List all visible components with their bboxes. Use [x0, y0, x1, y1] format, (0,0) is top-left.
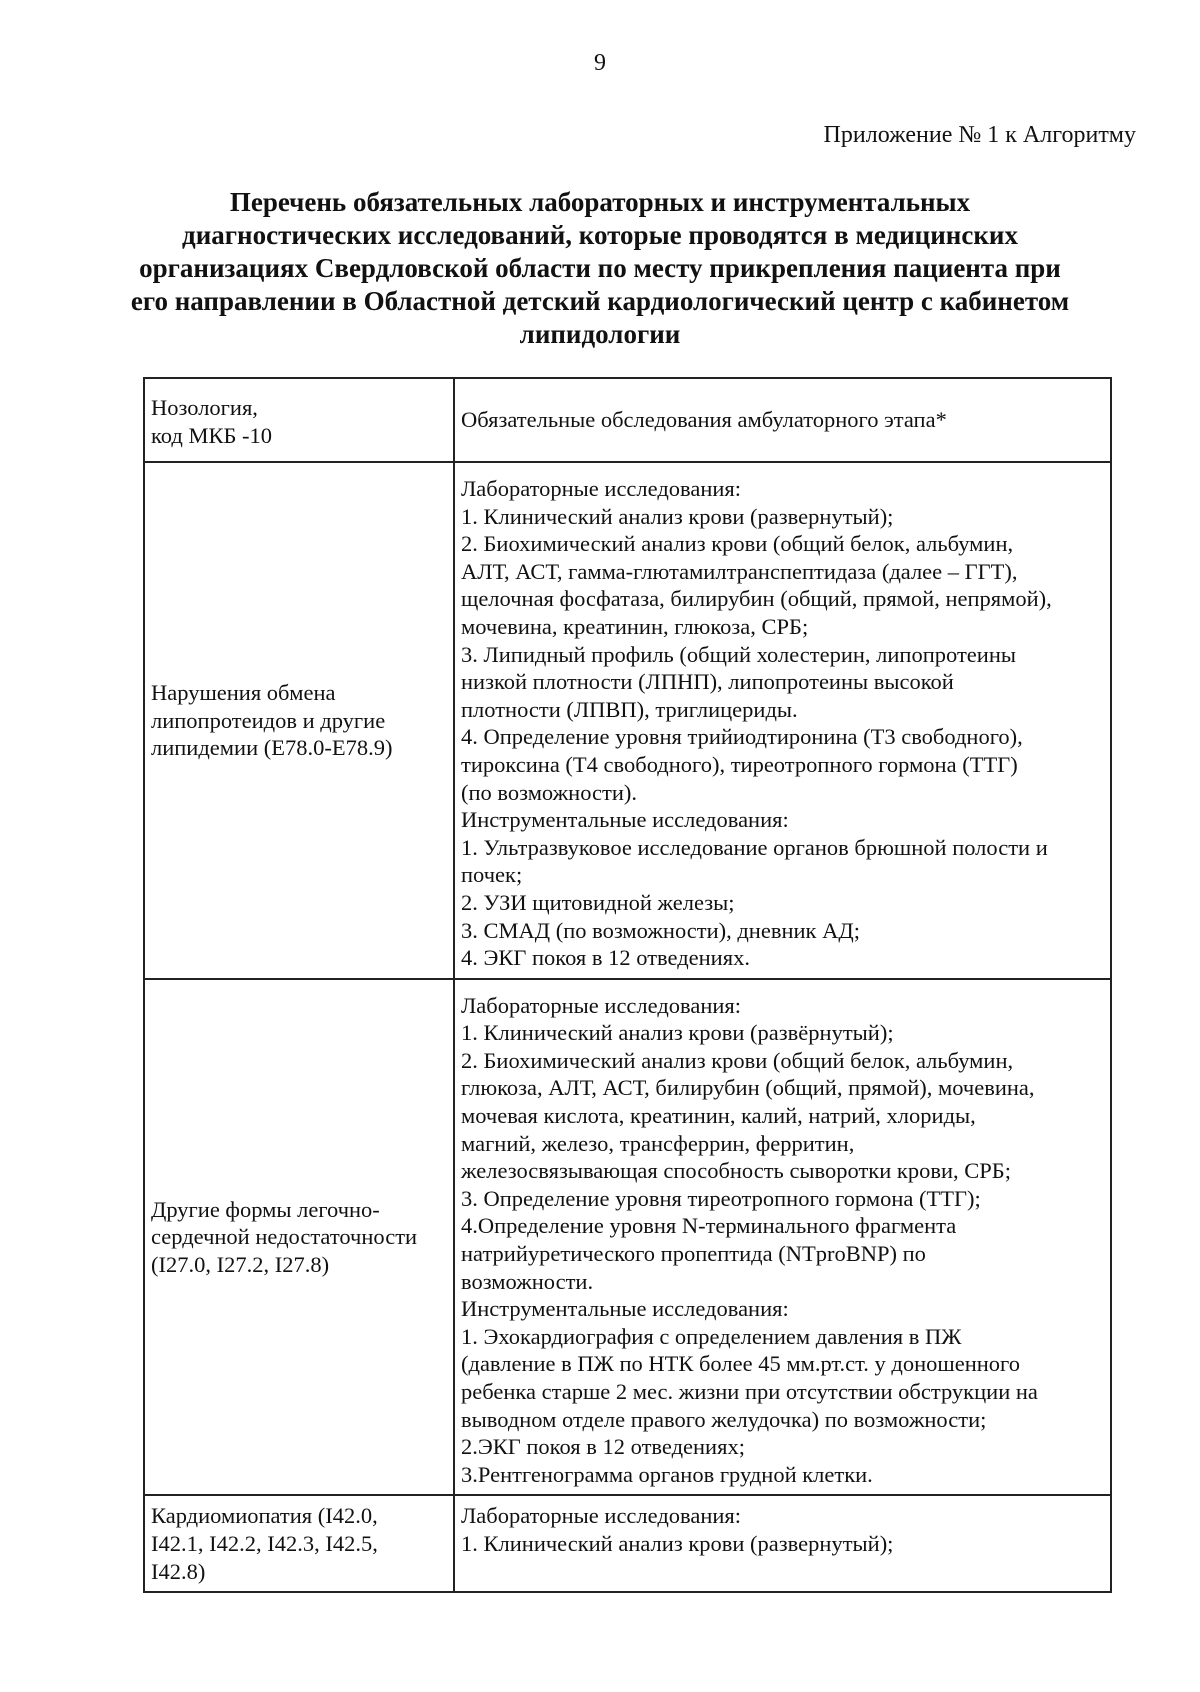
page-number: 9: [594, 50, 606, 76]
exam-line: мочевая кислота, креатинин, калий, натрий, хлориды,: [461, 1103, 976, 1129]
exam-line: 2. Биохимический анализ крови (общий белок, альбумин,: [461, 531, 1014, 557]
examinations-cell: [454, 462, 1111, 979]
exam-line: (давление в ПЖ по НТК более 45 мм.рт.ст. у доношенного: [461, 1351, 1020, 1377]
nosology-cell: [144, 1495, 454, 1592]
exam-line: 2. Биохимический анализ крови (общий белок, альбумин,: [461, 1047, 1014, 1073]
table-row: [144, 979, 1111, 1496]
exam-line: Инструментальные исследования:: [461, 1296, 789, 1322]
table-row: [144, 1495, 1111, 1592]
title-line: Перечень обязательных лабораторных и инструментальных: [229, 187, 971, 217]
exam-line: 1. Клинический анализ крови (развёрнутый);: [461, 1020, 894, 1046]
exam-line: 4.Определение уровня N-терминального фрагмента: [461, 1213, 957, 1239]
exam-line: Лабораторные исследования:: [461, 1503, 742, 1529]
nosology-line: сердечной недостаточности: [151, 1224, 418, 1250]
exam-line: 1. Ультразвуковое исследование органов брюшной полости и: [461, 834, 1048, 860]
header-examinations: Обязательные обследования амбулаторного этапа*: [454, 378, 1111, 462]
examinations-cell: [454, 1495, 1111, 1592]
exam-line: щелочная фосфатаза, билирубин (общий, прямой, непрямой),: [461, 586, 1052, 612]
exam-line: тироксина (Т4 свободного), тиреотропного гормона (ТТГ): [461, 751, 1018, 777]
header-nosology-line: код МКБ -10: [151, 423, 273, 448]
header-nosology: [144, 378, 454, 462]
exam-line: АЛТ, АСТ, гамма-глютамилтранспептидаза (далее – ГГТ),: [461, 558, 1018, 584]
examinations-table: [143, 377, 1112, 1593]
exam-line: натрийуретического пропептида (NTproBNP) по: [461, 1241, 926, 1267]
exam-line: 2.ЭКГ покоя в 12 отведениях;: [461, 1434, 745, 1460]
header-nosology-line: Нозология,: [151, 395, 258, 421]
exam-line: 1. Клинический анализ крови (развернутый);: [461, 503, 894, 529]
exam-line: 3. Определение уровня тиреотропного гормона (ТТГ);: [461, 1185, 981, 1211]
exam-line: 3.Рентгенограмма органов грудной клетки.: [461, 1461, 873, 1487]
exam-line: ребенка старше 2 мес. жизни при отсутствии обструкции на: [461, 1379, 1038, 1404]
nosology-line: липопротеидов и другие: [151, 707, 386, 733]
exam-line: Лабораторные исследования:: [461, 476, 742, 501]
exam-line: возможности.: [461, 1268, 594, 1294]
title-line: его направлении в Областной детский кардиологический центр с кабинетом: [130, 286, 1070, 316]
title-line: организациях Свердловской области по месту прикрепления пациента при: [139, 253, 1061, 283]
exam-line: (по возможности).: [461, 779, 638, 805]
nosology-line: (I27.0, I27.2, I27.8): [151, 1251, 330, 1277]
document-title: [130, 186, 1070, 351]
exam-line: 2. УЗИ щитовидной железы;: [461, 889, 735, 915]
nosology-cell: [144, 462, 454, 979]
exam-line: 4. Определение уровня трийиодтиронина (Т3 свободного),: [461, 724, 1023, 750]
title-line: липидологии: [519, 319, 681, 349]
exam-line: 1. Клинический анализ крови (развернутый);: [461, 1530, 894, 1556]
exam-line: мочевина, креатинин, глюкоза, СРБ;: [461, 613, 809, 639]
exam-line: глюкоза, АЛТ, АСТ, билирубин (общий, прямой), мочевина,: [461, 1075, 1035, 1101]
exam-line: 3. СМАД (по возможности), дневник АД;: [461, 917, 860, 943]
nosology-line: липидемии (Е78.0-Е78.9): [151, 735, 393, 761]
table-row: [144, 462, 1111, 979]
exam-line: плотности (ЛПВП), триглицериды.: [461, 696, 798, 722]
title-line: диагностических исследований, которые проводятся в медицинских: [182, 220, 1018, 250]
exam-line: магний, железо, трансферрин, ферритин,: [461, 1130, 855, 1156]
exam-line: 4. ЭКГ покоя в 12 отведениях.: [461, 945, 750, 971]
nosology-line: Кардиомиопатия (I42.0,: [151, 1503, 378, 1529]
exam-line: почек;: [461, 862, 523, 888]
nosology-line: Нарушения обмена: [151, 679, 336, 705]
table-header-row: [144, 378, 1111, 462]
exam-line: выводном отделе правого желудочка) по возможности;: [461, 1406, 987, 1432]
exam-line: 1. Эхокардиография с определением давления в ПЖ: [461, 1323, 962, 1349]
nosology-line: Другие формы легочно-: [151, 1196, 380, 1222]
nosology-cell: [144, 979, 454, 1496]
nosology-line: I42.8): [151, 1558, 206, 1584]
exam-line: 3. Липидный профиль (общий холестерин, липопротеины: [461, 641, 1016, 667]
exam-line: низкой плотности (ЛПНП), липопротеины высокой: [461, 669, 954, 695]
appendix-label: Приложение № 1 к Алгоритму: [823, 122, 1136, 148]
nosology-line: I42.1, I42.2, I42.3, I42.5,: [151, 1530, 378, 1556]
exam-line: Лабораторные исследования:: [461, 992, 742, 1018]
exam-line: железосвязывающая способность сыворотки крови, СРБ;: [461, 1158, 1011, 1184]
exam-line: Инструментальные исследования:: [461, 807, 789, 833]
examinations-cell: [454, 979, 1111, 1496]
